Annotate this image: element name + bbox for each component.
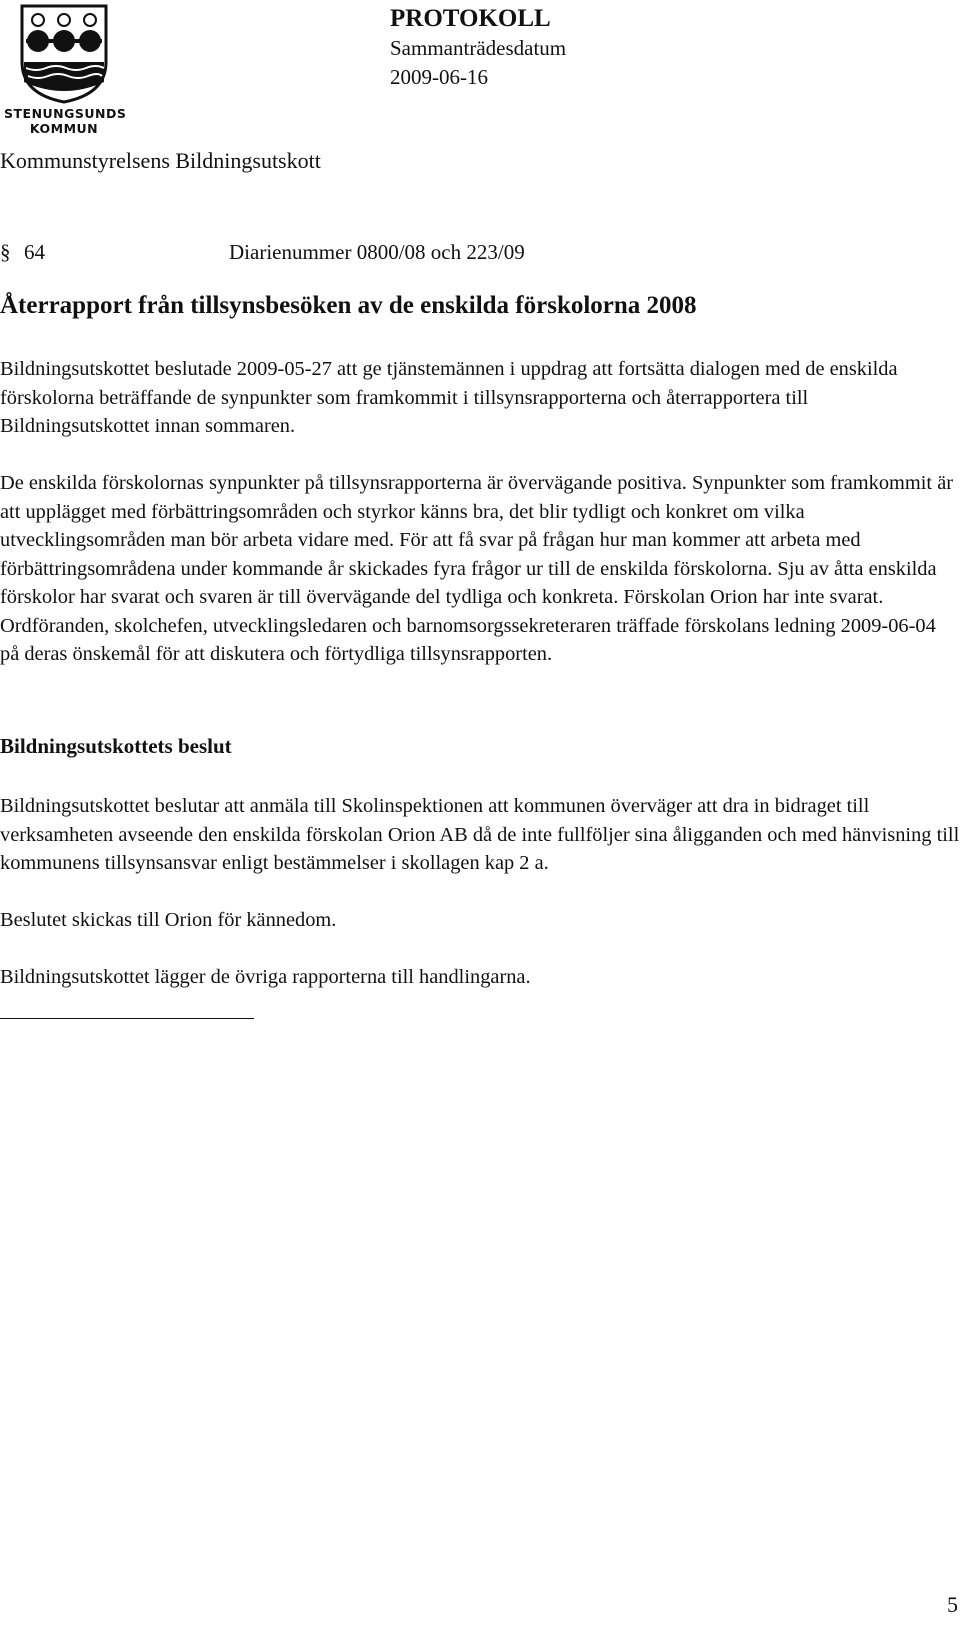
- decision-heading: Bildningsutskottets beslut: [0, 734, 232, 758]
- paragraph-background: Bildningsutskottet beslutade 2009-05-27 att ge tjänstemännen i uppdrag att fortsätta dialogen med de enskilda förskolorna beträffande de synpunkter som framkommit i tillsynsrapporterna och återrapportera till Bildningsutskottet innan sommaren.: [0, 358, 898, 437]
- diary-number: Diarienummer 0800/08 och 223/09: [229, 240, 525, 264]
- paragraph-findings: De enskilda förskolornas synpunkter på tillsynsrapporterna är övervägande positiva. Synpunkter som framkommit är att upplägget med förbättringsområden och styrkor känns bra, det blir tydligt och konkret om vilka utvecklingsområden man bör arbeta vidare med. För att få svar på frågan hur man kommer att arbeta med förbättringsområdena under kommande år skickades fyra frågor ur till de enskilda förskolorna. Sju av åtta enskilda förskolor har svarat och svaren är till övervägande del tydliga och konkreta. Förskolan Orion har inte svarat. Ordföranden, skolchefen, utvecklingsledaren och barnomsorgssekreteraren träffade förskolans ledning 2009-06-04 på deras önskemål för att diskutera och förtydliga tillsynsrapporten.: [0, 472, 954, 665]
- page-number: 5: [947, 1592, 958, 1617]
- section-symbol: §: [0, 240, 11, 264]
- meeting-date: 2009-06-16: [390, 65, 488, 89]
- paragraph-distribution: Beslutet skickas till Orion för kännedom.: [0, 909, 337, 931]
- document-header: [390, 4, 566, 92]
- municipality-logo: [4, 2, 127, 136]
- item-heading: Återrapport från tillsynsbesöken av de enskilda förskolorna 2008: [0, 292, 697, 319]
- paragraph-closing: Bildningsutskottet lägger de övriga rapporterna till handlingarna.: [0, 966, 531, 988]
- section-number: 64: [24, 240, 45, 264]
- paragraph-decision: Bildningsutskottet beslutar att anmäla till Skolinspektionen att kommunen överväger att dra in bidraget till verksamheten avseende den enskilda förskolan Orion AB då de inte fullföljer sina åligganden och med hänvisning till kommunens tillsynsansvar enligt bestämmelser i skollagen kap 2 a.: [0, 795, 960, 874]
- section-line: [0, 240, 525, 265]
- protocol-title: PROTOKOLL: [390, 5, 551, 32]
- committee-name: Kommunstyrelsens Bildningsutskott: [0, 148, 321, 173]
- logo-line-1: STENUNGSUNDS: [4, 106, 127, 121]
- coat-of-arms-icon: [4, 2, 124, 106]
- logo-line-2: KOMMUN: [29, 121, 99, 136]
- meeting-date-label: Sammanträdesdatum: [390, 36, 567, 60]
- separator-line: [0, 1018, 254, 1019]
